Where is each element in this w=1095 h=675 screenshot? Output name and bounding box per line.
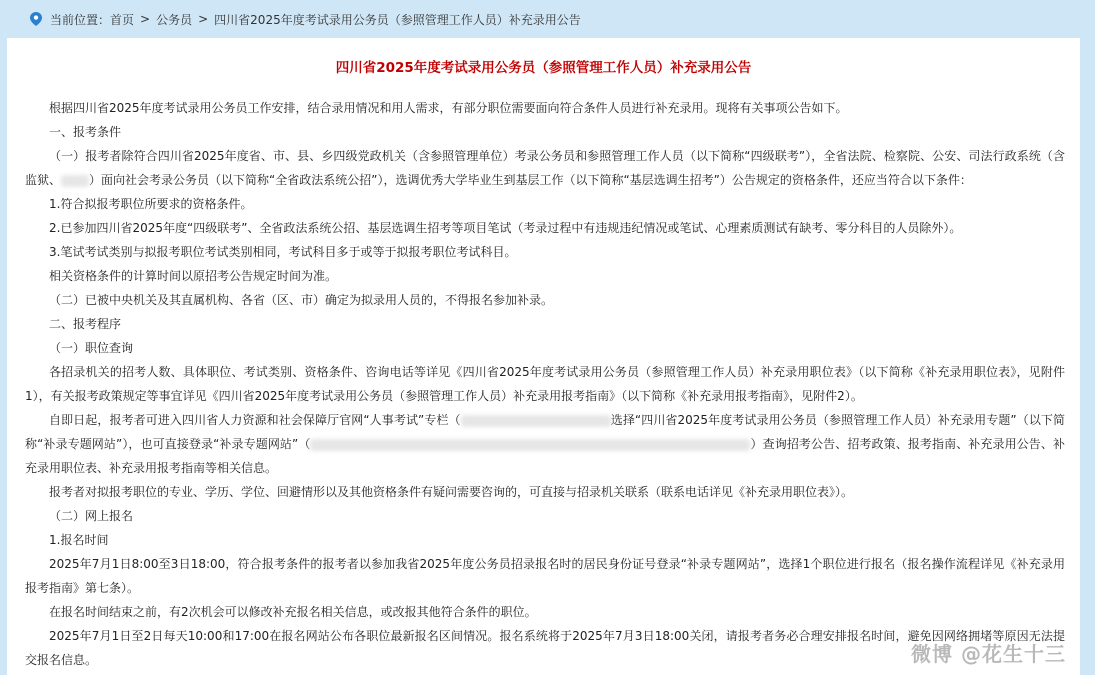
subsection-heading: 1.报名时间 xyxy=(49,533,109,547)
section-heading: 二、报考程序 xyxy=(49,317,122,331)
article-body xyxy=(25,96,1065,672)
redacted-link xyxy=(461,415,611,427)
body-paragraph: 在报名时间结束之前，有2次机会可以修改补充报名相关信息，或改报其他符合条件的职位。 xyxy=(49,605,537,619)
breadcrumb-current: 四川省2025年度考试录用公务员（参照管理工作人员）补充录用公告 xyxy=(214,12,581,27)
article-title: 四川省2025年度考试录用公务员（参照管理工作人员）补充录用公告 xyxy=(335,60,752,76)
body-paragraph: 2025年7月1日至2日每天10:00和17:00在报名网站公布各职位最新报名区间情况。报名系统将于2025年7月3日18:00关闭，请报考者务必合理安排报名时间，避免因网络拥堵等原因无法提交报名信息。 xyxy=(25,629,1065,667)
breadcrumb-section-link[interactable]: 公务员 xyxy=(156,12,193,27)
breadcrumb-separator: > xyxy=(198,12,209,26)
subsection-heading: （二）网上报名 xyxy=(49,509,134,523)
body-paragraph xyxy=(25,408,1065,480)
body-text: ）面向社会考录公务员（以下简称“全省政法系统公招”），选调优秀大学毕业生到基层工作（以下简称“基层选调生招考”）公告规定的资格条件，还应当符合以下条件： xyxy=(89,173,972,187)
condition-item: 1.符合拟报考职位所要求的资格条件。 xyxy=(49,197,253,211)
condition-item: 2.已参加四川省2025年度“四级联考”、全省政法系统公招、基层选调生招考等项目笔试（考录过程中有违规违纪情况或笔试、心理素质测试有缺考、零分科目的人员除外）。 xyxy=(49,221,962,235)
redacted-text xyxy=(61,175,89,187)
breadcrumb-label: 当前位置： xyxy=(50,12,111,27)
redacted-link xyxy=(310,439,750,451)
section-heading: 一、报考条件 xyxy=(49,125,122,139)
body-paragraph: 2025年7月1日8:00至3日18:00，符合报考条件的报考者以参加我省2025年度公务员招录报名时的居民身份证号登录“补录专题网站”，选择1个职位进行报名（报名操作流程详见《补充录用报考指南》第七条）。 xyxy=(25,557,1065,595)
body-paragraph: 报考者对拟报考职位的专业、学历、学位、回避情形以及其他资格条件有疑问需要咨询的，可直接与招录机关联系（联系电话详见《补充录用职位表》）。 xyxy=(49,485,854,499)
breadcrumb xyxy=(0,0,1095,38)
body-text: （一）报考者除符合四川省2025年度省、市、县、乡四级党政机关（含参照管理单位）考录公务员和参照管理工作人员（以下简称“四级联考”），全省法院、检察院、公安、司法行政系统（含监狱、 xyxy=(25,149,1065,187)
intro-paragraph: 根据四川省2025年度考试录用公务员工作安排，结合录用情况和用人需求，有部分职位需要面向符合条件人员进行补充录用。现将有关事项公告如下。 xyxy=(49,101,848,115)
breadcrumb-separator: > xyxy=(140,12,151,26)
body-paragraph: 相关资格条件的计算时间以原招考公告规定时间为准。 xyxy=(49,269,338,283)
subsection-heading: （一）职位查询 xyxy=(49,341,134,355)
body-paragraph: （二）已被中央机关及其直属机构、各省（区、市）确定为拟录用人员的，不得报名参加补录。 xyxy=(49,293,554,307)
watermark: 微博 @花生十三 xyxy=(911,642,1066,666)
condition-item: 3.笔试考试类别与拟报考职位考试类别相同，考试科目多于或等于拟报考职位考试科目。 xyxy=(49,245,517,259)
body-paragraph xyxy=(25,144,1065,192)
body-text: ）查询招考公告、招考政策、报考指南、补充录用公告、补充录用职位表、补充录用报考指南等相关信息。 xyxy=(25,437,1065,475)
article-card xyxy=(7,38,1080,675)
body-paragraph: 各招录机关的招考人数、具体职位、考试类别、资格条件、咨询电话等详见《四川省2025年度考试录用公务员（参照管理工作人员）补充录用职位表》（以下简称《补充录用职位表》，见附件1），有关报考政策规定等事宜详见《四川省2025年度考试录用公务员（参照管理工作人员）补充录用报考指南》（以下简称《补充录用报考指南》，见附件2）。 xyxy=(25,365,1065,403)
breadcrumb-home-link[interactable]: 首页 xyxy=(110,12,135,27)
body-text: 选择“四川省2025年度考试录用公务员（参照管理工作人员）补充录用专题”（以下简称“补录专题网站”），也可直接登录“补录专题网站”（ xyxy=(25,413,1065,451)
location-pin-icon xyxy=(30,12,42,26)
body-text: 自即日起，报考者可进入四川省人力资源和社会保障厅官网“人事考试”专栏（ xyxy=(49,413,461,427)
